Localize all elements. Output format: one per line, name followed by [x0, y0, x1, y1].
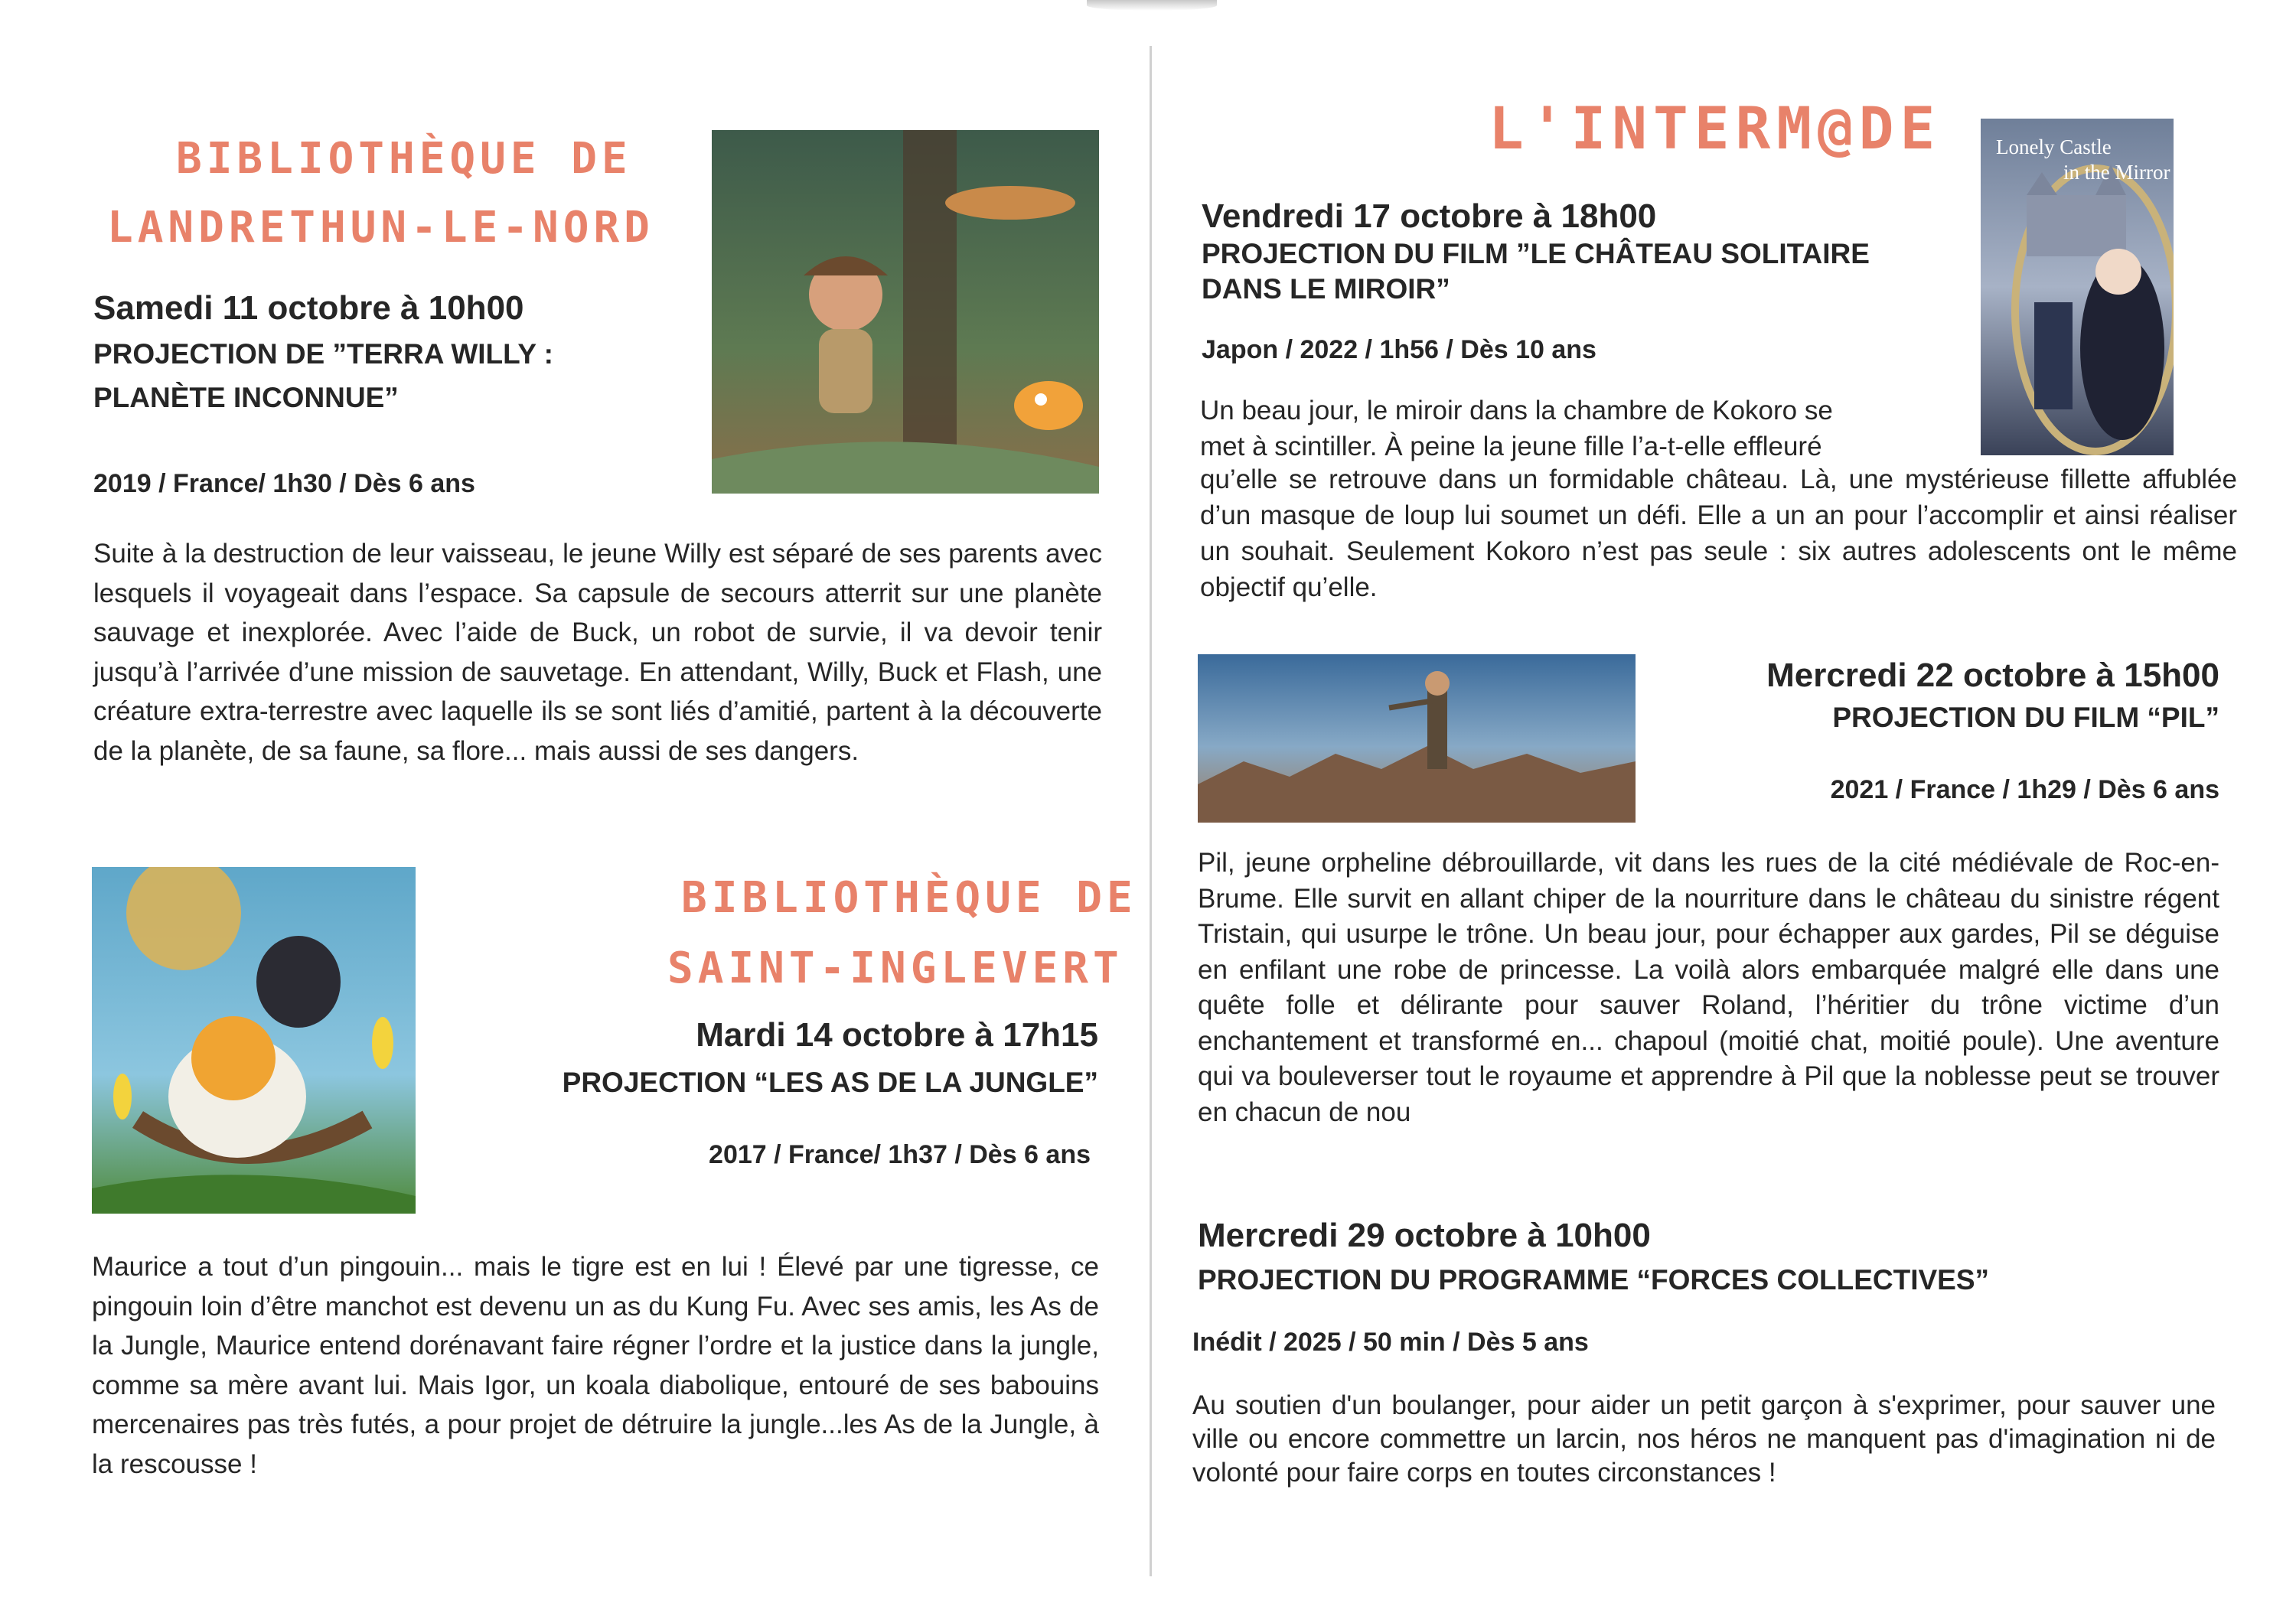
event-date-terra-willy: Samedi 11 octobre à 10h00	[93, 289, 524, 327]
event-title-as-de-la-jungle: PROJECTION “LES AS DE LA JUNGLE”	[562, 1067, 1098, 1098]
event-date-as-de-la-jungle: Mardi 14 octobre à 17h15	[696, 1016, 1098, 1054]
event-date-forces-collectives: Mercredi 29 octobre à 10h00	[1198, 1217, 1651, 1254]
venue-title-saint-inglevert-line1: BIBLIOTHÈQUE DE	[681, 873, 1137, 923]
page-fold-line	[1150, 46, 1152, 1576]
event-description-pil: Pil, jeune orpheline débrouillarde, vit dans les rues de la cité médiévale de Roc-en-Brume. Elle survit en allant chiper de la nourriture dans le château du sinistre régent Tristain, qui usurpe le trône. Un beau jour, pour échapper aux gardes, Pil se déguise en enfilant une robe de princesse. La voilà alors embarquée malgré elle dans une quête folle et délirante pour sauver Roland, l’héritier du trône victime d’un enchantement et transformé en... chapoul (moitié chat, moitié poule). Une aventure qui va bouleverser tout le royaume et apprendre à Pil que la noblesse peut se trouver en chacun de nou	[1198, 848, 2219, 1127]
event-meta-chateau-solitaire: Japon / 2022 / 1h56 / Dès 10 ans	[1202, 335, 1596, 364]
terra-willy-image	[712, 130, 1099, 494]
poster-title-line2: in the Mirror	[2063, 161, 2170, 184]
event-date-chateau-solitaire: Vendredi 17 octobre à 18h00	[1202, 197, 1657, 235]
event-description-chateau-solitaire-line1: Un beau jour, le miroir dans la chambre de Kokoro se	[1200, 396, 1833, 425]
event-description-chateau-solitaire-line2: met à scintiller. À peine la jeune fille l’a-t-elle effleuré	[1200, 432, 1822, 461]
venue-title-saint-inglevert-line2: SAINT-INGLEVERT	[667, 943, 1124, 993]
venue-title-landrethun-line1: BIBLIOTHÈQUE DE	[176, 134, 632, 184]
event-description-terra-willy: Suite à la destruction de leur vaisseau, le jeune Willy est séparé de ses parents avec lesquels il voyageait dans l’espace. Sa capsule de secours atterrit sur une planète sauvage et inexplorée. Avec l’aide de Buck, un robot de survie, il va devoir tenir jusqu’à l’arrivée d’une mission de sauvetage. En attendant, Willy, Buck et Flash, une créature extra-terrestre avec laquelle ils se sont liés d’amitié, partent à la découverte de la planète, de sa faune, sa flore... mais aussi de ses dangers.	[93, 539, 1102, 766]
event-title-chateau-solitaire-line1: PROJECTION DU FILM ”LE CHÂTEAU SOLITAIRE	[1202, 238, 1870, 269]
pil-image	[1198, 654, 1636, 823]
fold-shadow	[1087, 0, 1217, 11]
event-title-chateau-solitaire-line2: DANS LE MIROIR”	[1202, 273, 1450, 305]
chateau-solitaire-poster	[1981, 119, 2174, 455]
event-description-chateau-solitaire-rest: qu’elle se retrouve dans un formidable château. Là, une mystérieuse fillette affublée d’un masque de loup lui soumet un défi. Elle a un an pour l’accomplir et ainsi réaliser un souhait. Seulement Kokoro n’est pas seule : six autres adolescents ont le même objectif qu’elle.	[1200, 464, 2237, 602]
event-meta-pil: 2021 / France / 1h29 / Dès 6 ans	[1830, 775, 2219, 804]
event-date-pil: Mercredi 22 octobre à 15h00	[1766, 657, 2219, 694]
event-meta-as-de-la-jungle: 2017 / France/ 1h37 / Dès 6 ans	[709, 1140, 1091, 1169]
event-meta-forces-collectives: Inédit / 2025 / 50 min / Dès 5 ans	[1192, 1328, 1589, 1357]
event-title-terra-willy-line1: PROJECTION DE ”TERRA WILLY :	[93, 338, 553, 370]
venue-title-landrethun-line2: LANDRETHUN-LE-NORD	[107, 203, 654, 253]
event-title-forces-collectives: PROJECTION DU PROGRAMME “FORCES COLLECTIVES”	[1198, 1264, 1990, 1295]
event-description-forces-collectives: Au soutien d'un boulanger, pour aider un petit garçon à s'exprimer, pour sauver une ville ou encore commettre un larcin, nos héros ne manquent pas d'imagination ni de volonté pour faire corps en toutes circonstances !	[1192, 1390, 2216, 1488]
event-title-pil: PROJECTION DU FILM “PIL”	[1832, 702, 2219, 733]
event-description-as-de-la-jungle: Maurice a tout d’un pingouin... mais le tigre est en lui ! Élevé par une tigresse, ce pingouin loin d’être manchot est devenu un as du Kung Fu. Avec ses amis, les As de la Jungle, Maurice entend dorénavant faire régner l’ordre et la justice dans la jungle, comme sa mère avant lui. Mais Igor, un koala diabolique, entouré de ses babouins mercenaires pas très futés, a pour projet de détruire la jungle...les As de la Jungle, à la rescousse !	[92, 1252, 1099, 1479]
venue-title-intermade: L'INTERM@DE	[1489, 94, 1942, 162]
event-title-terra-willy-line2: PLANÈTE INCONNUE”	[93, 382, 399, 413]
poster-title-line1: Lonely Castle	[1996, 135, 2112, 158]
as-de-la-jungle-image	[92, 867, 416, 1214]
event-meta-terra-willy: 2019 / France/ 1h30 / Dès 6 ans	[93, 469, 475, 498]
